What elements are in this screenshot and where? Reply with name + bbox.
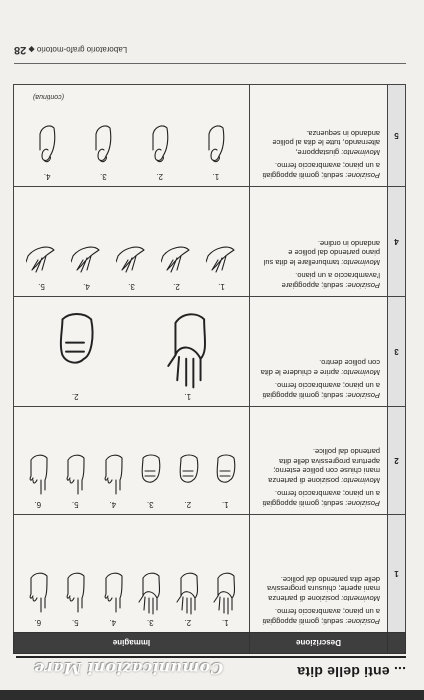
hand-step — [98, 567, 128, 627]
hand-sketch-icon — [145, 121, 175, 171]
hand-step — [135, 449, 165, 509]
step-label: 4. — [109, 618, 117, 627]
row-description — [250, 85, 388, 187]
movement-label: Movimento: — [341, 148, 380, 157]
movement-text — [257, 575, 380, 604]
table-row — [14, 187, 406, 297]
row-description — [250, 407, 388, 515]
step-label: 3. — [100, 172, 107, 181]
step-label: 5. — [71, 618, 79, 627]
row-description — [250, 515, 388, 633]
position-value: seduti; gomiti appoggiati a un piano; avambraccio fermo. — [262, 489, 380, 508]
hand-sketch-icon — [32, 121, 62, 171]
step-label: 3. — [146, 500, 154, 509]
hand-sketch-icon — [117, 231, 147, 281]
hand-sketch-icon — [60, 567, 90, 617]
hand-sketch-icon — [98, 567, 128, 617]
hand-step — [60, 449, 90, 509]
hand-sketch-icon — [135, 449, 165, 499]
step-label: 1. — [221, 500, 229, 509]
row-number: 4 — [388, 187, 406, 297]
hand-step — [117, 231, 147, 291]
hand-sketch-icon — [210, 449, 240, 499]
hand-step — [27, 231, 57, 291]
step-label: 2. — [71, 392, 79, 401]
table-row — [14, 407, 406, 515]
position-text — [257, 161, 380, 180]
hand-sketch-icon — [98, 449, 128, 499]
hand-sequence — [15, 231, 248, 295]
hand-sketch-icon — [173, 567, 203, 617]
exercise-table — [13, 84, 406, 654]
step-label: 3. — [146, 618, 154, 627]
hand-sketch-icon — [135, 567, 165, 617]
header-num — [388, 633, 406, 654]
step-label: 4. — [43, 172, 51, 181]
movement-text — [257, 358, 380, 377]
step-label: 1. — [218, 282, 225, 291]
step-label: 5. — [38, 282, 45, 291]
position-label: Posizione: — [345, 171, 380, 180]
hand-sketch-icon — [23, 567, 53, 617]
hand-step — [23, 567, 53, 627]
movement-value: aprire e chiudere le dita con pollice dentro. — [260, 358, 380, 377]
row-illustration — [14, 407, 250, 515]
position-value: seduti; appoggiare l'avambraccio a un piano. — [281, 271, 380, 290]
movement-label: Movimento: — [341, 594, 380, 603]
movement-label: Movimento: — [341, 258, 380, 267]
step-label: 2. — [184, 618, 192, 627]
header-image: Immagine — [14, 633, 250, 654]
table-row — [14, 297, 406, 407]
position-label: Posizione: — [345, 617, 380, 626]
step-label: 3. — [128, 282, 135, 291]
hand-sketch-icon — [207, 231, 237, 281]
movement-value: posizione di partenza mani chiuse con pollice esterno; apertura progressiva delle dita partendo dal pollice. — [268, 447, 380, 485]
header-description: Descrizione — [250, 633, 388, 654]
hand-step — [201, 121, 231, 181]
movement-value: giustapporre, alternando, tutte le dita al pollice andando in sequenza. — [272, 129, 380, 157]
movement-text — [257, 129, 380, 158]
hand-sketch-icon — [45, 305, 105, 391]
hand-step — [23, 449, 53, 509]
position-text — [257, 489, 380, 508]
movement-text — [257, 447, 380, 485]
diamond-icon: ◆ — [28, 45, 35, 54]
movement-text — [257, 239, 380, 268]
position-text — [257, 381, 380, 400]
hand-sketch-icon — [173, 449, 203, 499]
page-title: ... enti delle dita — [297, 664, 406, 680]
page-number: 28 — [14, 44, 27, 56]
hand-sketch-icon — [210, 567, 240, 617]
row-illustration — [14, 187, 250, 297]
watermark-logo: Comunicazioni Mare — [34, 659, 224, 678]
hand-sequence — [15, 121, 248, 185]
hand-step — [210, 449, 240, 509]
hand-step — [173, 567, 203, 627]
position-value: seduti; gomiti appoggiati a un piano; avambraccio fermo. — [262, 607, 380, 626]
page-header — [16, 658, 406, 684]
position-text — [257, 271, 380, 290]
hand-sketch-icon — [201, 121, 231, 171]
hand-step — [88, 121, 118, 181]
hand-sketch-icon — [72, 231, 102, 281]
table-row — [14, 85, 406, 187]
row-illustration — [14, 297, 250, 407]
movement-value: tamburellare le dita sul piano partendo dal pollice e andando in ordine. — [263, 239, 380, 267]
hand-sketch-icon — [88, 121, 118, 171]
hand-sequence — [15, 567, 248, 631]
table-header-row — [14, 633, 406, 654]
step-label: 6. — [34, 500, 42, 509]
row-number: 2 — [388, 407, 406, 515]
hand-step — [60, 567, 90, 627]
hand-sequence — [15, 449, 248, 513]
step-label: 1. — [212, 172, 220, 181]
movement-value: posizione di partenza mani aperte; chiusura progressiva delle dita partendo dal pollice. — [267, 575, 380, 603]
step-label: 2. — [173, 282, 180, 291]
step-label: 4. — [109, 500, 117, 509]
row-description — [250, 187, 388, 297]
step-label: 2. — [156, 172, 163, 181]
position-value: seduti; gomiti appoggiati a un piano; avambraccio fermo. — [262, 161, 380, 180]
page-footer — [14, 34, 406, 64]
continued-note: (continua) — [32, 93, 64, 100]
step-label: 5. — [71, 500, 79, 509]
hand-step — [158, 305, 218, 401]
step-label: 1. — [184, 392, 192, 401]
movement-label: Movimento: — [341, 368, 380, 377]
position-label: Posizione: — [345, 281, 380, 290]
step-label: 1. — [221, 618, 229, 627]
row-description — [250, 297, 388, 407]
hand-sketch-icon — [60, 449, 90, 499]
hand-step — [145, 121, 175, 181]
position-label: Posizione: — [345, 391, 380, 400]
movement-label: Movimento: — [341, 476, 380, 485]
row-number: 3 — [388, 297, 406, 407]
hand-step — [72, 231, 102, 291]
step-label: 4. — [83, 282, 90, 291]
step-label: 6. — [34, 618, 42, 627]
hand-sketch-icon — [23, 449, 53, 499]
hand-sketch-icon — [158, 305, 218, 391]
step-label: 2. — [184, 500, 192, 509]
row-number: 1 — [388, 515, 406, 633]
hand-step — [32, 121, 62, 181]
hand-step — [207, 231, 237, 291]
page-number-line — [14, 44, 127, 56]
hand-step — [45, 305, 105, 401]
section-name: Laboratorio grafo-motorio — [36, 45, 128, 54]
position-text — [257, 607, 380, 626]
position-value: seduti; gomiti appoggiati a un piano; avambraccio fermo. — [262, 381, 380, 400]
hand-step — [135, 567, 165, 627]
hand-step — [162, 231, 192, 291]
hand-sequence — [15, 305, 248, 405]
hand-step — [210, 567, 240, 627]
table-row — [14, 515, 406, 633]
hand-step — [98, 449, 128, 509]
row-number: 5 — [388, 85, 406, 187]
hand-sketch-icon — [162, 231, 192, 281]
position-label: Posizione: — [345, 499, 380, 508]
row-illustration — [14, 515, 250, 633]
header-rule — [16, 656, 406, 658]
hand-sketch-icon — [27, 231, 57, 281]
footer-rule — [14, 63, 406, 64]
top-edge-strip — [0, 690, 424, 700]
hand-step — [173, 449, 203, 509]
